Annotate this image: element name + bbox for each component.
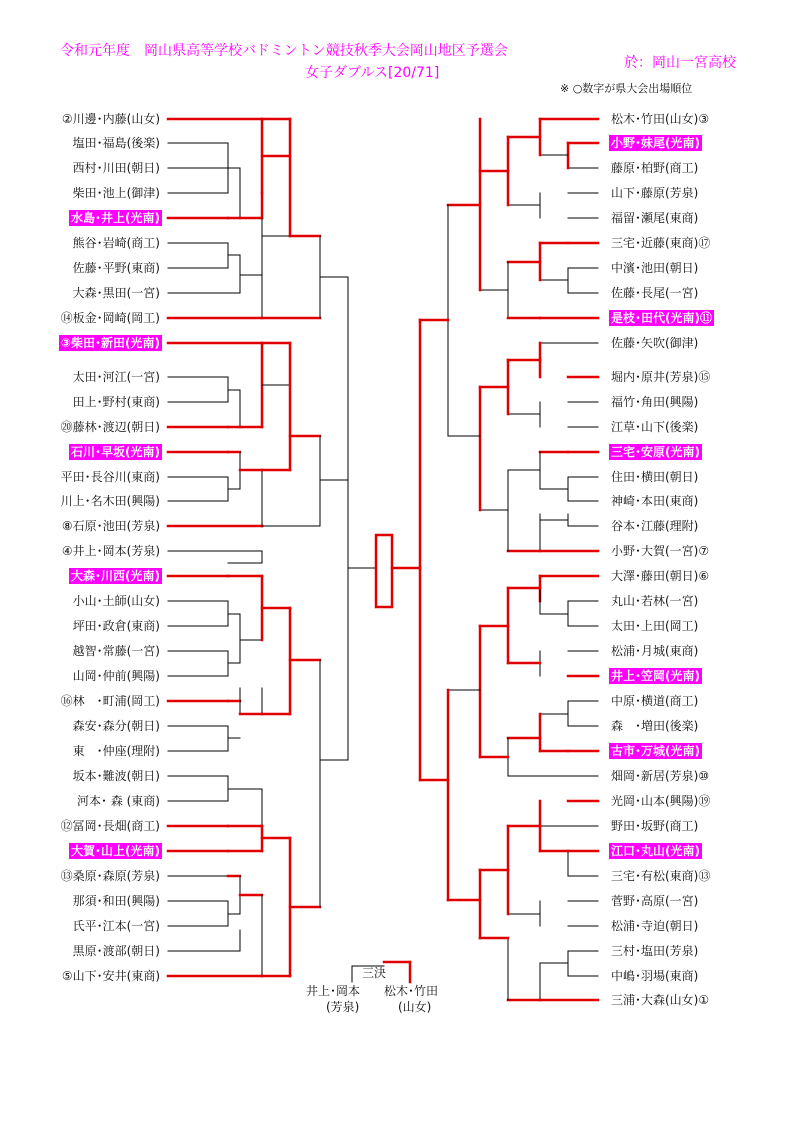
- left-entry: ⑧石原･池田(芳泉): [61, 519, 160, 533]
- left-entry: ⑤山下･安井(東商): [61, 969, 160, 983]
- rank-note: ※ ○数字が県大会出場順位: [560, 82, 693, 95]
- right-entry: 三浦･大森(山女)①: [611, 993, 710, 1007]
- left-entry: 平田･長谷川(東商): [60, 470, 160, 484]
- right-entry: 松浦･寺迫(朝日): [611, 919, 699, 933]
- right-entry: 住田･横田(朝日): [611, 470, 699, 484]
- third-place-left-pair: 井上･岡本: [306, 984, 361, 998]
- right-entry: 是枝･田代(光南)⑪: [611, 311, 712, 325]
- left-entry: 熊谷･岩崎(商工): [72, 236, 160, 250]
- third-place-right-pair: 松木･竹田: [384, 984, 439, 998]
- left-entry: 黒原･渡部(朝日): [72, 944, 160, 958]
- page-subtitle: 女子ダブルス[20/71]: [305, 65, 440, 81]
- left-entry: ⑭板金･岡崎(岡工): [60, 311, 160, 325]
- right-entry: 太田･上田(岡工): [611, 619, 699, 633]
- left-entry: ⑯林 ･町浦(岡工): [60, 694, 160, 708]
- left-entry: 河本･ 森 (東商): [77, 794, 160, 808]
- right-entry: 古市･万城(光南): [611, 744, 700, 758]
- left-entry: 柴田･池上(御津): [72, 186, 160, 200]
- left-entry: 坂本･難波(朝日): [72, 769, 160, 783]
- left-entry: 佐藤･平野(東商): [72, 261, 160, 275]
- right-entry: 松木･竹田(山女)③: [611, 112, 710, 126]
- right-entry: 藤原･柏野(商工): [611, 161, 699, 175]
- left-entry: 那須･和田(興陽): [72, 894, 160, 908]
- right-entry: 大澤･藤田(朝日)⑥: [611, 569, 710, 583]
- right-entry: 福竹･角田(興陽): [611, 395, 699, 409]
- left-entry: 石川･早坂(光南): [71, 445, 160, 459]
- left-entry: ②川邊･内藤(山女): [61, 112, 160, 126]
- right-entry: 江草･山下(後楽): [611, 420, 699, 434]
- left-entry: 田上･野村(東商): [72, 395, 160, 409]
- left-entry: 坪田･政倉(東商): [72, 619, 160, 633]
- right-entry: 畑岡･新居(芳泉)⑩: [611, 769, 710, 783]
- right-entry: 中濱･池田(朝日): [611, 261, 699, 275]
- left-entry: 大賀･山上(光南): [71, 844, 160, 858]
- right-entry: 江口･丸山(光南): [611, 844, 700, 858]
- right-entry: 神崎･本田(東商): [611, 494, 699, 508]
- right-entry: 森 ･増田(後楽): [611, 719, 699, 733]
- left-entry: 東 ･仲座(理附): [72, 744, 160, 758]
- venue-label: 於：岡山一宮高校: [624, 55, 736, 71]
- left-entry: ⑫冨岡･長畑(商工): [60, 819, 160, 833]
- third-place-label: 三決: [362, 966, 387, 980]
- right-entry: 小野･大賀(一宮)⑦: [611, 544, 710, 558]
- right-entry: 福留･瀬尾(東商): [611, 211, 699, 225]
- right-entry: 三宅･近藤(東商)⑰: [611, 236, 711, 250]
- left-entry: 森安･森分(朝日): [72, 719, 160, 733]
- right-entry: 中原･横道(商工): [611, 694, 699, 708]
- right-entry: 菅野･高原(一宮): [611, 894, 699, 908]
- left-entry: 西村･川田(朝日): [72, 161, 160, 175]
- left-entry: ④井上･岡本(芳泉): [61, 544, 160, 558]
- right-entry: 松浦･月城(東商): [611, 644, 699, 658]
- right-entry: 三宅･有松(東商)⑬: [611, 869, 711, 883]
- right-entry: 丸山･若林(一宮): [611, 594, 699, 608]
- left-entry: 氏平･江本(一宮): [72, 919, 160, 933]
- right-entry: 堀内･原井(芳泉)⑮: [611, 370, 711, 384]
- right-entry: 中嶋･羽場(東商): [611, 969, 699, 983]
- left-entry: 小山･土師(山女): [72, 594, 160, 608]
- right-entry: 三村･塩田(芳泉): [611, 944, 699, 958]
- right-entry: 山下･藤原(芳泉): [611, 186, 699, 200]
- right-entry: 小野･妹尾(光南): [611, 136, 700, 150]
- right-entry: 井上･笠岡(光南): [611, 669, 700, 683]
- left-entry: ③柴田･新田(光南): [60, 336, 160, 350]
- right-entry: 佐藤･矢吹(御津): [611, 336, 699, 350]
- left-entry: 川上･名木田(興陽): [60, 494, 160, 508]
- left-entry: 山岡･仲前(興陽): [72, 669, 160, 683]
- left-entry: ⑬桑原･森原(芳泉): [60, 869, 160, 883]
- left-entry: 水島･井上(光南): [71, 211, 160, 225]
- left-entry: 大森･黒田(一宮): [72, 286, 160, 300]
- third-place-left-school: (芳泉): [326, 1000, 360, 1014]
- final-match-box: [376, 535, 392, 607]
- right-entry: 野田･坂野(商工): [611, 819, 699, 833]
- right-entry: 谷本･江藤(理附): [611, 519, 699, 533]
- page-title: 令和元年度 岡山県高等学校バドミントン競技秋季大会岡山地区予選会: [60, 43, 508, 59]
- left-entry: 大森･川西(光南): [71, 569, 160, 583]
- left-entry: 越智･常藤(一宮): [72, 644, 160, 658]
- right-entry: 佐藤･長尾(一宮): [611, 286, 699, 300]
- left-entry: 太田･河江(一宮): [72, 370, 160, 384]
- left-entry: 塩田･福島(後楽): [72, 136, 160, 150]
- third-place-right-school: (山女): [398, 1000, 432, 1014]
- right-entry: 光岡･山本(興陽)⑲: [611, 794, 711, 808]
- right-entry: 三宅･安原(光南): [611, 445, 700, 459]
- left-entry: ⑳藤林･渡辺(朝日): [60, 420, 160, 434]
